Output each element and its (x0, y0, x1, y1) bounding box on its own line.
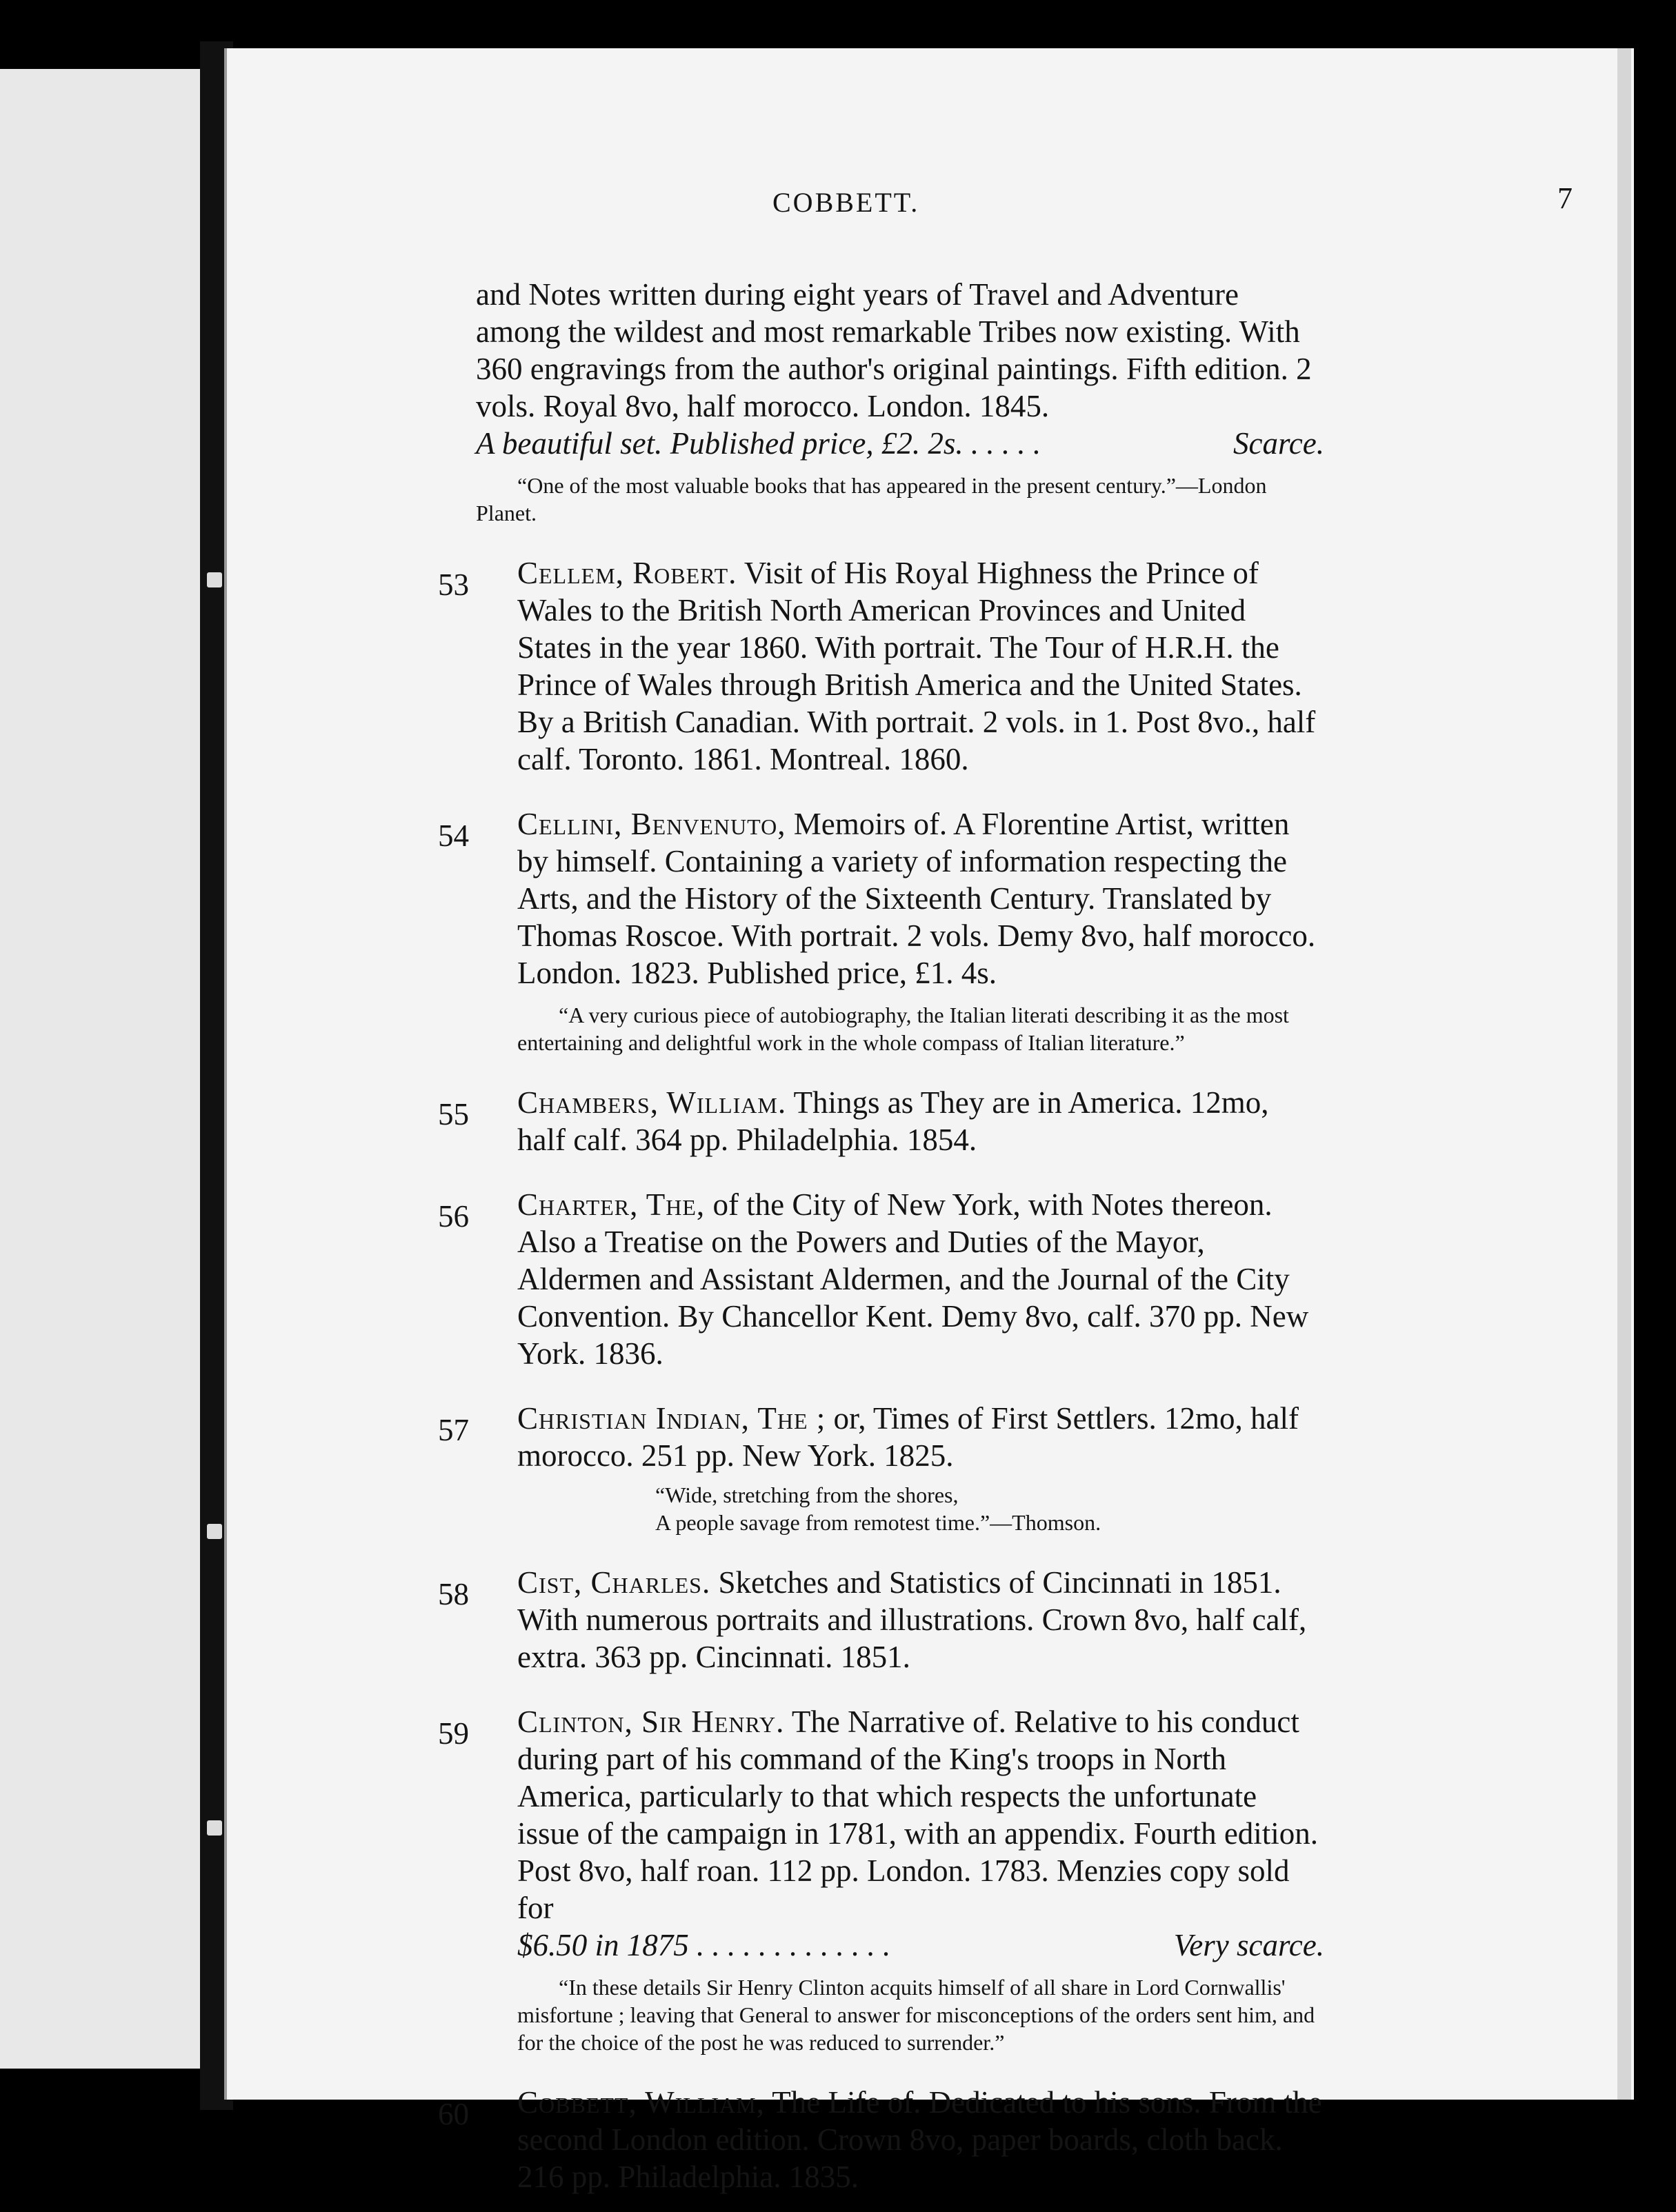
catalog-body (248, 276, 1324, 2195)
running-head: COBBETT. (772, 187, 920, 218)
entry-text (517, 805, 1324, 992)
entry-description: Sketches and Statistics of Cincinnati in 1851. With numerous portraits and illustrations. Crown 8vo, half calf, extra. 363 pp. Cincinnati. 1851. (517, 1565, 1307, 1674)
catalog-entry-59 (438, 1703, 1324, 2056)
entry-description: or, Times of First Settlers. 12mo, half morocco. 251 pp. New York. 1825. (517, 1401, 1299, 1473)
entry-number: 54 (438, 818, 469, 853)
entry-author: Christian Indian, The ; (517, 1401, 826, 1436)
entry-author: Cellem, Robert. (517, 556, 737, 590)
entry-text (517, 2084, 1324, 2195)
review-quote: “In these details Sir Henry Clinton acquits himself of all share in Lord Cornwallis' misfortune ; leaving that General to answer for misconceptions of the orders sent him, and for the choice of the post he was reduced to surrender.” (517, 1975, 1315, 2055)
continuation-text: and Notes written during eight years of Travel and Adventure among the wildest and most remarkable Tribes now existing. With 360 engravings from the author's original paintings. Fifth edition. 2 vols. Royal 8vo, half morocco. London. 1845. (476, 277, 1312, 423)
entry-description: Things as They are in America. 12mo, half calf. 364 pp. Philadelphia. 1854. (517, 1085, 1269, 1157)
rarity-note: Very scarce. (1173, 1928, 1324, 1962)
entry-number: 53 (438, 567, 469, 602)
entries-list (248, 554, 1324, 2195)
catalog-entry-54 (438, 805, 1324, 1056)
page-number: 7 (1557, 181, 1573, 215)
entry-description: Visit of His Royal Highness the Prince of Wales to the British North American Provinces and United States in the year 1860. With portrait. The Tour of H.R.H. the Prince of Wales through British America and the United States. By a British Canadian. With portrait. 2 vols. in 1. Post 8vo., half calf. Toronto. 1861. Montreal. 1860. (517, 556, 1316, 776)
catalog-entry-60 (438, 2084, 1324, 2195)
catalog-entry-56 (438, 1186, 1324, 1372)
entry-number: 56 (438, 1199, 469, 1234)
price-line (476, 425, 1324, 462)
entry-author: Cist, Charles. (517, 1565, 711, 1600)
entry-author: Clinton, Sir Henry. (517, 1705, 785, 1739)
entry-description: Memoirs of. A Florentine Artist, written by himself. Containing a variety of information respecting the Arts, and the History of the Sixteenth Century. Translated by Thomas Roscoe. With portrait. 2 vols. Demy 8vo, half morocco. London. 1823. Published price, £1. 4s. (517, 807, 1316, 990)
review-quote: “A very curious piece of autobiography, the Italian literati describing it as the most entertaining and delightful work in the whole compass of Italian literature.” (517, 1003, 1289, 1055)
entry-description: of the City of New York, with Notes thereon. Also a Treatise on the Powers and Duties of the Mayor, Aldermen and Assistant Aldermen, and the Journal of the City Convention. By Chancellor Kent. Demy 8vo, calf. 370 pp. New York. 1836. (517, 1187, 1309, 1371)
entry-text (517, 1703, 1324, 1927)
entry-text (517, 1400, 1324, 1474)
binding-stitch (207, 1820, 222, 1836)
entry-number: 58 (438, 1577, 469, 1611)
entry-author: Chambers, William. (517, 1085, 787, 1120)
previous-page-edge (0, 69, 202, 2069)
entry-description: The Narrative of. Relative to his conduct during part of his command of the King's troops in North America, particularly to that which respects the unfortunate issue of the campaign in 1781, with an appendix. Fourth edition. Post 8vo, half roan. 112 pp. London. 1783. Menzies copy sold for (517, 1705, 1319, 1925)
rarity-note: Scarce. (1233, 426, 1324, 461)
entry-text (517, 1564, 1324, 1676)
catalog-entry-58 (438, 1564, 1324, 1676)
entry-text (517, 1084, 1324, 1158)
price-note: A beautiful set. Published price, £2. 2s. . . . . . (476, 426, 1041, 461)
entry-number: 59 (438, 1716, 469, 1751)
entry-text (517, 554, 1324, 778)
catalog-entry-53 (438, 554, 1324, 778)
entry-number: 55 (438, 1097, 469, 1132)
verse-line: A people savage from remotest time.”—Thomson. (655, 1510, 1101, 1535)
entry-number: 60 (438, 2097, 469, 2131)
verse-line: “Wide, stretching from the shores, (655, 1482, 959, 1507)
entry-text (517, 1186, 1324, 1372)
entry-author: Charter, The, (517, 1187, 706, 1222)
price-line (517, 1927, 1324, 1964)
page-edge (1617, 48, 1631, 2100)
entry-description: The Life of. Dedicated to his sons. From the second London edition. Crown 8vo, paper boards, cloth back. 216 pp. Philadelphia. 1835. (517, 2085, 1322, 2194)
entry-author: Cellini, Benvenuto, (517, 807, 786, 841)
continuation-entry (248, 276, 1324, 527)
entry-author: Cobbett, William, (517, 2085, 765, 2120)
price-note: $6.50 in 1875 . . . . . . . . . . . . . (517, 1928, 891, 1962)
entry-number: 57 (438, 1413, 469, 1447)
binding-stitch (207, 1524, 222, 1539)
binding-stitch (207, 572, 222, 587)
catalog-entry-57 (438, 1400, 1324, 1536)
review-quote: “One of the most valuable books that has appeared in the present century.”—London Planet. (476, 473, 1267, 525)
catalog-entry-55 (438, 1084, 1324, 1158)
